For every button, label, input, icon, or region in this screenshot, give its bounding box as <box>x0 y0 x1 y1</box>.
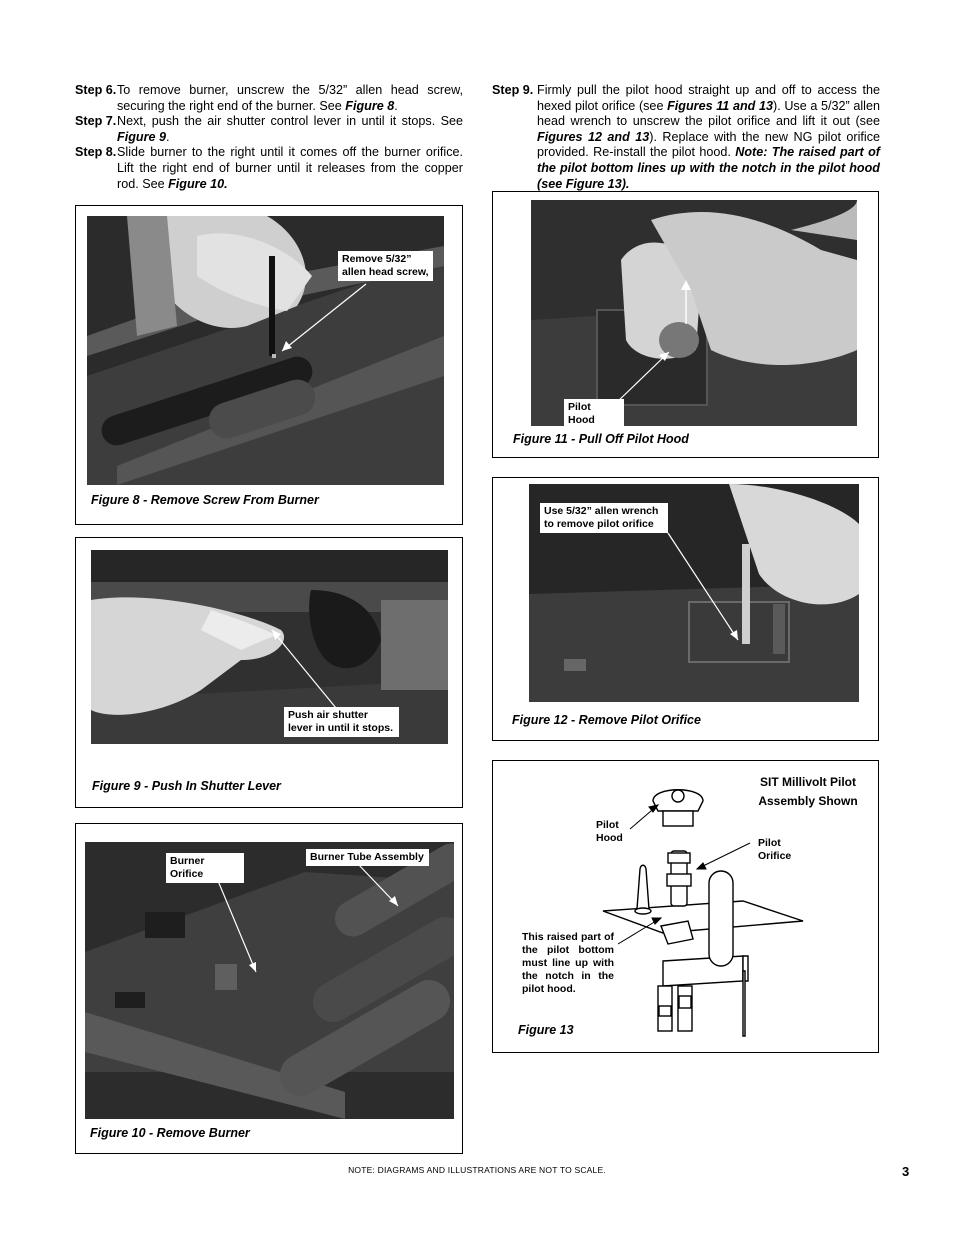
figure-ref: Figure 9 <box>117 129 166 144</box>
step-label: Step 9. <box>492 83 534 97</box>
figure-12-callout: Use 5/32” allen wrench to remove pilot orifice <box>540 503 668 533</box>
figure-13-caption: Figure 13 <box>518 1023 574 1037</box>
pilot-orifice-label: Pilot Orifice <box>758 837 792 862</box>
figure-12 <box>492 477 879 741</box>
step-label: Step 8. <box>75 145 117 160</box>
footer-note: NOTE: DIAGRAMS AND ILLUSTRATIONS ARE NOT TO SCALE. <box>348 1165 606 1175</box>
figure-10 <box>75 823 463 1154</box>
figure-11 <box>492 191 879 458</box>
figure-10-leaders <box>76 824 464 1155</box>
figure-8 <box>75 205 463 525</box>
pilot-assembly-diagram <box>493 761 880 1054</box>
figure-10-callout-tube: Burner Tube Assembly <box>306 849 429 866</box>
figure-8-callout: Remove 5/32” allen head screw, <box>338 251 433 281</box>
step-7: Step 7. Next, push the air shutter control lever in until it stops. See Figure 9. <box>75 114 463 144</box>
figure-ref: Figure 10. <box>168 176 228 191</box>
figure-11-callout: Pilot Hood <box>564 399 624 429</box>
figure-10-caption: Figure 10 - Remove Burner <box>90 1126 250 1140</box>
figure-11-leaders <box>493 192 880 459</box>
figure-9-leader <box>76 538 464 809</box>
figure-13 <box>492 760 879 1053</box>
raised-part-note: This raised part of the pilot bottom must line up with the notch in the pilot hood. <box>522 931 614 995</box>
page-number: 3 <box>902 1164 910 1179</box>
step-8: Step 8. Slide burner to the right until it comes off the burner orifice. Lift the right end of burner until it releases from the copper rod. See Figure 10. <box>75 145 463 191</box>
figure-8-caption: Figure 8 - Remove Screw From Burner <box>91 493 319 507</box>
figure-ref: Figure 8 <box>345 98 395 113</box>
figure-13-title: SIT Millivolt Pilot Assembly Shown <box>758 775 858 808</box>
step-6: Step 6. To remove burner, unscrew the 5/32” allen head screw, securing the right end of the burner. See Figure 8. <box>75 83 463 113</box>
step-label: Step 6. <box>75 83 117 97</box>
figure-10-callout-orifice: Burner Orifice <box>166 853 244 883</box>
figure-9 <box>75 537 463 808</box>
figure-9-callout: Push air shutter lever in until it stops. <box>284 707 399 737</box>
figure-11-caption: Figure 11 - Pull Off Pilot Hood <box>513 432 689 446</box>
figure-9-caption: Figure 9 - Push In Shutter Lever <box>92 779 281 793</box>
left-steps <box>75 83 463 192</box>
pilot-hood-label: Pilot Hood <box>596 819 623 844</box>
step-label: Step 7. <box>75 114 117 129</box>
figure-12-caption: Figure 12 - Remove Pilot Orifice <box>512 713 701 727</box>
step-9: Step 9. Firmly pull the pilot hood straight up and off to access the hexed pilot orifice (see Figures 11 and 13). Use a 5/32” allen head wrench to unscrew the pilot orifice and lift it out (see Figures 12 and 13). Replace with the new NG pilot orifice provided. Re-install the pilot hood. Note: The raised part of the pilot bottom lines up with the notch in the pilot hood (see Figure 13). <box>492 83 881 191</box>
